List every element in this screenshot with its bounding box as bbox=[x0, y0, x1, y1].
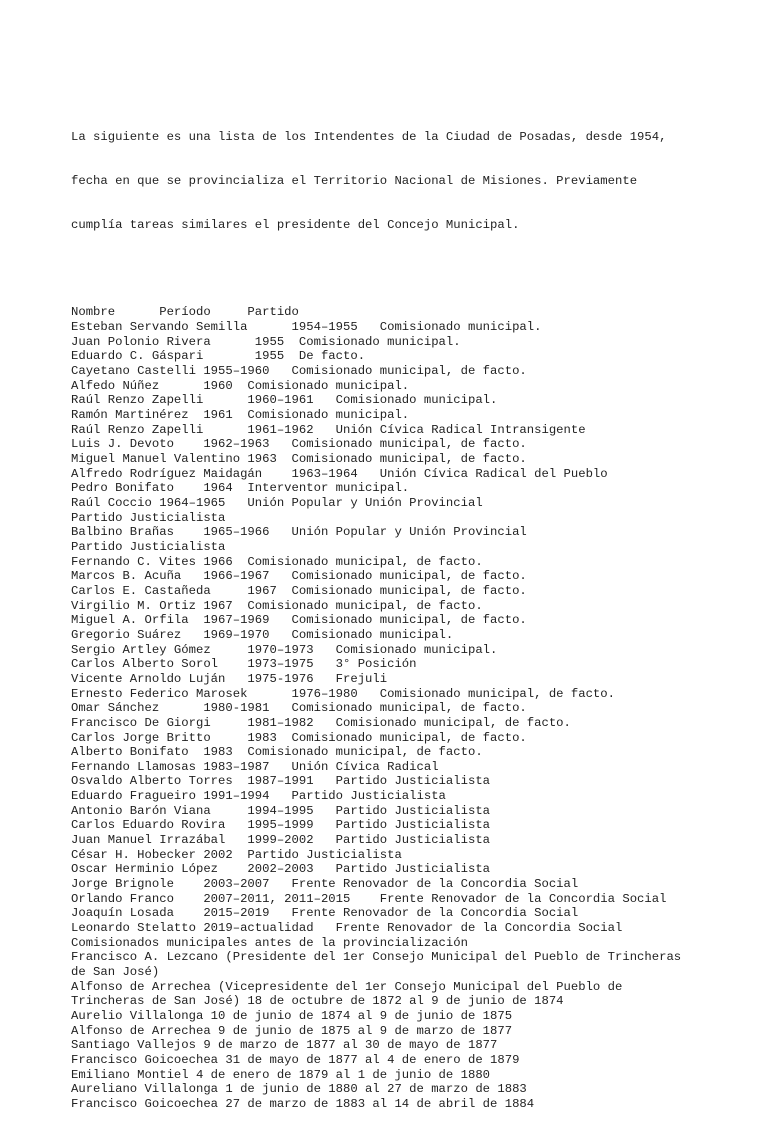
list-line: Miguel A. Orfila 1967–1969 Comisionado municipal, de facto. bbox=[71, 613, 527, 628]
list-line: Oscar Herminio López 2002–2003 Partido Justicialista bbox=[71, 862, 491, 877]
list-line: Alfedo Núñez 1960 Comisionado municipal. bbox=[71, 378, 410, 393]
list-line: Miguel Manuel Valentino 1963 Comisionado municipal, de facto. bbox=[71, 452, 527, 467]
list-line: Eduardo Fragueiro 1991–1994 Partido Justicialista bbox=[71, 789, 446, 804]
list-line: Carlos Eduardo Rovira 1995–1999 Partido Justicialista bbox=[71, 818, 491, 833]
intro-line: La siguiente es una lista de los Intendentes de la Ciudad de Posadas, desde 1954, bbox=[71, 129, 667, 144]
list-line: Joaquín Losada 2015–2019 Frente Renovador de la Concordia Social bbox=[71, 906, 579, 921]
list-line: Carlos Alberto Sorol 1973–1975 3° Posición bbox=[71, 657, 417, 672]
list-line: Raúl Renzo Zapelli 1960–1961 Comisionado municipal. bbox=[71, 393, 498, 408]
intro-line: fecha en que se provincializa el Territorio Nacional de Misiones. Previamente bbox=[71, 173, 638, 188]
list-line: Alfonso de Arrechea (Vicepresidente del 1er Consejo Municipal del Pueblo de bbox=[71, 979, 623, 994]
list-line: Balbino Brañas 1965–1966 Unión Popular y Unión Provincial bbox=[71, 525, 527, 540]
list-line: Partido Justicialista bbox=[71, 510, 226, 525]
intro-line: cumplía tareas similares el presidente del Concejo Municipal. bbox=[71, 217, 520, 232]
list-line: Santiago Vallejos 9 de marzo de 1877 al 30 de mayo de 1877 bbox=[71, 1038, 498, 1053]
list-line: Luis J. Devoto 1962–1963 Comisionado municipal, de facto. bbox=[71, 437, 527, 452]
list-line: Esteban Servando Semilla 1954–1955 Comisionado municipal. bbox=[71, 320, 542, 335]
list-line: Jorge Brignole 2003–2007 Frente Renovador de la Concordia Social bbox=[71, 877, 579, 892]
list-line: Alfredo Rodríguez Maidagán 1963–1964 Unión Cívica Radical del Pueblo bbox=[71, 466, 608, 481]
list-line: de San José) bbox=[71, 965, 160, 980]
list-line: Leonardo Stelatto 2019–actualidad Frente Renovador de la Concordia Social bbox=[71, 921, 623, 936]
list-line: Omar Sánchez 1980-1981 Comisionado municipal, de facto. bbox=[71, 701, 527, 716]
list-line: Aurelio Villalonga 10 de junio de 1874 al 9 de junio de 1875 bbox=[71, 1008, 513, 1023]
list-line: Trincheras de San José) 18 de octubre de 1872 al 9 de junio de 1874 bbox=[71, 994, 564, 1009]
list-line: Cayetano Castelli 1955–1960 Comisionado municipal, de facto. bbox=[71, 364, 527, 379]
list-line: Ramón Martinérez 1961 Comisionado municipal. bbox=[71, 408, 410, 423]
list-line: Alfonso de Arrechea 9 de junio de 1875 al 9 de marzo de 1877 bbox=[71, 1023, 513, 1038]
list-line: Sergio Artley Gómez 1970–1973 Comisionado municipal. bbox=[71, 642, 498, 657]
list-line: Fernando C. Vites 1966 Comisionado municipal, de facto. bbox=[71, 554, 483, 569]
list-line: Carlos Jorge Britto 1983 Comisionado municipal, de facto. bbox=[71, 730, 527, 745]
list-line: Virgilio M. Ortiz 1967 Comisionado municipal, de facto. bbox=[71, 598, 483, 613]
list-line: Comisionados municipales antes de la provincialización bbox=[71, 935, 468, 950]
list-line: Juan Polonio Rivera 1955 Comisionado municipal. bbox=[71, 334, 461, 349]
list-line: Marcos B. Acuña 1966–1967 Comisionado municipal, de facto. bbox=[71, 569, 527, 584]
list-line: Alberto Bonifato 1983 Comisionado municipal, de facto. bbox=[71, 745, 483, 760]
list-line: Emiliano Montiel 4 de enero de 1879 al 1 de junio de 1880 bbox=[71, 1067, 491, 1082]
mayors-list bbox=[71, 305, 728, 1111]
intro-paragraph bbox=[71, 100, 728, 261]
list-line: Vicente Arnoldo Luján 1975-1976 Frejuli bbox=[71, 671, 388, 686]
list-line: Fernando Llamosas 1983–1987 Unión Cívica Radical bbox=[71, 759, 439, 774]
list-line: Francisco Goicoechea 27 de marzo de 1883 al 14 de abril de 1884 bbox=[71, 1096, 535, 1111]
list-line: Ernesto Federico Marosek 1976–1980 Comisionado municipal, de facto. bbox=[71, 686, 615, 701]
list-line: Raúl Renzo Zapelli 1961–1962 Unión Cívica Radical Intransigente bbox=[71, 422, 586, 437]
list-line: Orlando Franco 2007–2011, 2011–2015 Frente Renovador de la Concordia Social bbox=[71, 891, 667, 906]
list-line: Aureliano Villalonga 1 de junio de 1880 al 27 de marzo de 1883 bbox=[71, 1082, 527, 1097]
table-header-line: Nombre Período Partido bbox=[71, 305, 299, 320]
list-line: Partido Justicialista bbox=[71, 539, 226, 554]
list-line: Francisco De Giorgi 1981–1982 Comisionado municipal, de facto. bbox=[71, 715, 571, 730]
list-line: Osvaldo Alberto Torres 1987–1991 Partido Justicialista bbox=[71, 774, 491, 789]
list-line: Raúl Coccio 1964–1965 Unión Popular y Unión Provincial bbox=[71, 496, 483, 511]
list-line: Francisco A. Lezcano (Presidente del 1er Consejo Municipal del Pueblo de Trincheras bbox=[71, 950, 682, 965]
list-line: Francisco Goicoechea 31 de mayo de 1877 al 4 de enero de 1879 bbox=[71, 1052, 520, 1067]
list-line: Eduardo C. Gáspari 1955 De facto. bbox=[71, 349, 366, 364]
list-line: Antonio Barón Viana 1994–1995 Partido Justicialista bbox=[71, 803, 491, 818]
list-line: Pedro Bonifato 1964 Interventor municipal. bbox=[71, 481, 410, 496]
list-line: Juan Manuel Irrazábal 1999–2002 Partido Justicialista bbox=[71, 833, 491, 848]
list-line: Carlos E. Castañeda 1967 Comisionado municipal, de facto. bbox=[71, 583, 527, 598]
list-line: César H. Hobecker 2002 Partido Justicialista bbox=[71, 847, 402, 862]
list-line: Gregorio Suárez 1969–1970 Comisionado municipal. bbox=[71, 627, 454, 642]
